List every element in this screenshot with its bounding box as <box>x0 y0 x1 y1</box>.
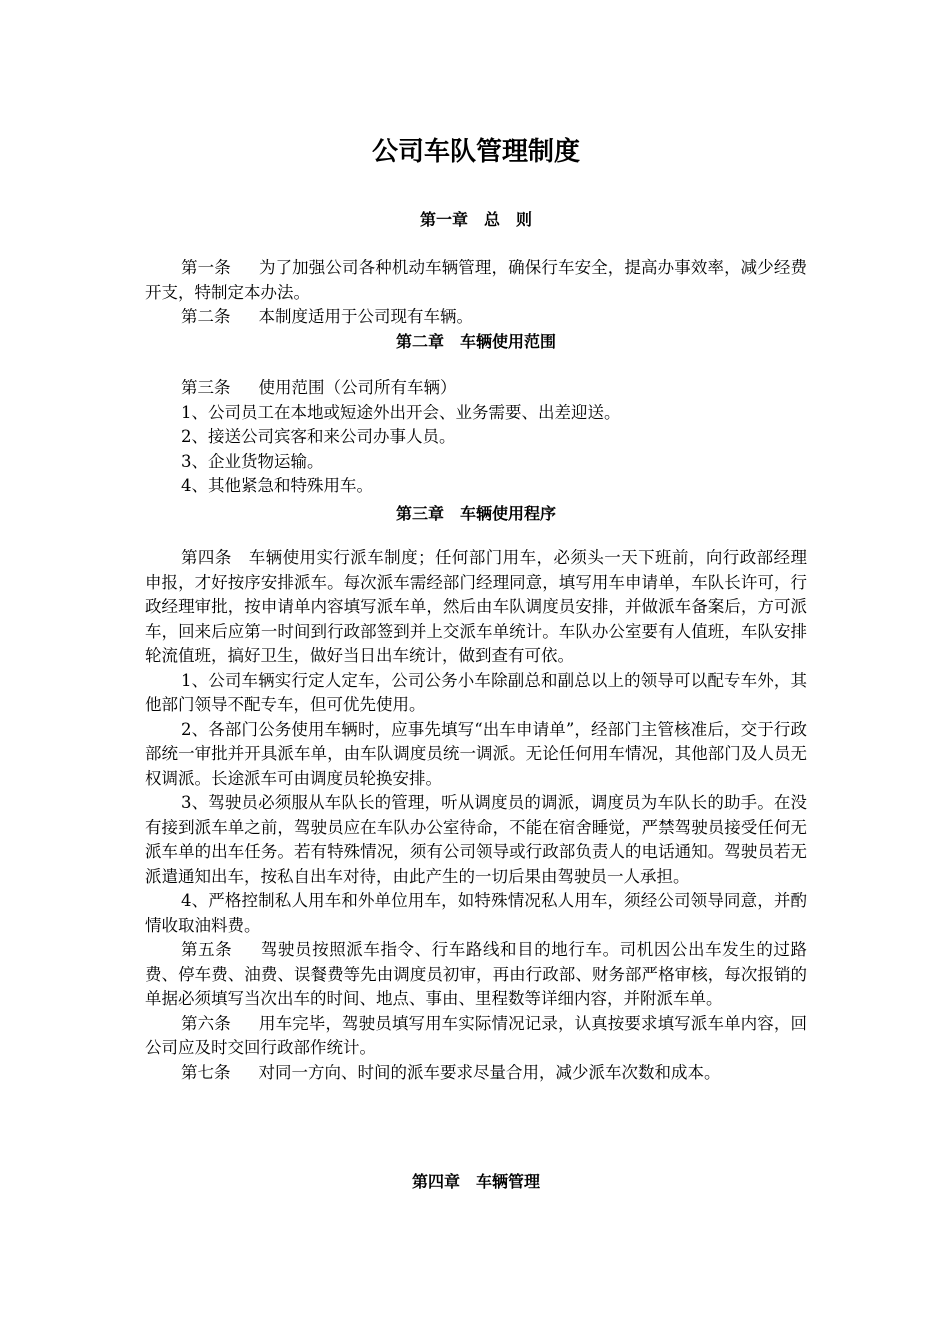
procedure-item-3: 3、驾驶员必须服从车队长的管理，听从调度员的调派，调度员为车队长的助手。在没有接到派车单之前，驾驶员应在车队办公室待命，不能在宿舍睡觉，严禁驾驶员接受任何无派车单的出车任务。若有特殊情况，须有公司领导或行政部负责人的电话通知。驾驶员若无派遣通知出车，按私自出车对待，由此产生的一切后果由驾驶员一人承担。 <box>145 793 807 886</box>
article-3-head: 第三条 <box>181 378 231 397</box>
article-5 <box>145 938 807 1012</box>
article-4: 第四条 车辆使用实行派车制度；任何部门用车，必须头一天下班前，向行政部经理申报，才好按序安排派车。每次派车需经部门经理同意，填写用车申请单，车队长许可，行政经理审批，按申请单内容填写派车单，然后由车队调度员安排，并做派车备案后，方可派车，回来后应第一时间到行政部签到并上交派车单统计。车队办公室要有人值班，车队安排轮流值班，搞好卫生，做好当日出车统计，做到查有可依。 <box>145 548 807 665</box>
chapter-2-body <box>145 376 807 499</box>
scope-item-3: 3、企业货物运输。 <box>181 451 324 471</box>
article-3 <box>145 376 807 401</box>
chapter-2-heading: 第二章 车辆使用范围 <box>395 332 556 351</box>
article-5-head: 第五条 <box>181 940 233 959</box>
document-title: 公司车队管理制度 <box>371 137 580 167</box>
article-6 <box>145 1012 807 1061</box>
article-5-body: 驾驶员按照派车指令、行车路线和目的地行车。司机因公出车发生的过路费、停车费、油费、误餐费等先由调度员初审，再由行政部、财务部严格审核，每次报销的单据必须填写当次出车的时间、地点、事由、里程数等详细内容，并附派车单。 <box>145 940 808 1008</box>
chapter-3-body <box>145 546 807 1085</box>
chapter-3-heading: 第三章 车辆使用程序 <box>395 504 556 523</box>
article-2-head: 第二条 <box>181 307 231 326</box>
article-7 <box>145 1061 807 1086</box>
article-1-head: 第一条 <box>181 258 231 277</box>
article-6-head: 第六条 <box>181 1013 231 1033</box>
scope-item-4: 4、其他紧急和特殊用车。 <box>181 476 373 495</box>
article-2 <box>145 305 807 330</box>
scope-item-2: 2、接送公司宾客和来公司办事人员。 <box>181 427 456 446</box>
article-7-head: 第七条 <box>181 1062 231 1082</box>
article-7-body: 对同一方向、时间的派车要求尽量合用，减少派车次数和成本。 <box>258 1062 721 1082</box>
procedure-item-4: 4、严格控制私人用车和外单位用车，如特殊情况私人用车，须经公司领导同意，并酌情收取油料费。 <box>145 891 807 935</box>
article-1 <box>145 256 807 305</box>
article-3-body: 使用范围（公司所有车辆） <box>258 378 457 397</box>
chapter-1-body <box>145 256 807 330</box>
scope-item-1: 1、公司员工在本地或短途外出开会、业务需要、出差迎送。 <box>181 402 621 422</box>
article-2-body: 本制度适用于公司现有车辆。 <box>258 307 473 326</box>
article-1-body: 为了加强公司各种机动车辆管理，确保行车安全，提高办事效率，减少经费开支，特制定本办法。 <box>145 258 808 302</box>
article-6-body: 用车完毕，驾驶员填写用车实际情况记录，认真按要求填写派车单内容，回公司应及时交回行政部作统计。 <box>145 1013 808 1057</box>
chapter-1-heading: 第一章 总 则 <box>419 210 532 229</box>
chapter-4-heading: 第四章 车辆管理 <box>411 1172 540 1191</box>
procedure-item-1: 1、公司车辆实行定人定车，公司公务小车除副总和副总以上的领导可以配专车外，其他部门领导不配专车，但可优先使用。 <box>145 670 807 714</box>
procedure-item-2: 2、各部门公务使用车辆时，应事先填写“出车申请单”，经部门主管核准后，交于行政部统一审批并开具派车单，由车队调度员统一调派。无论任何用车情况，其他部门及人员无权调派。长途派车可由调度员轮换安排。 <box>145 719 807 788</box>
